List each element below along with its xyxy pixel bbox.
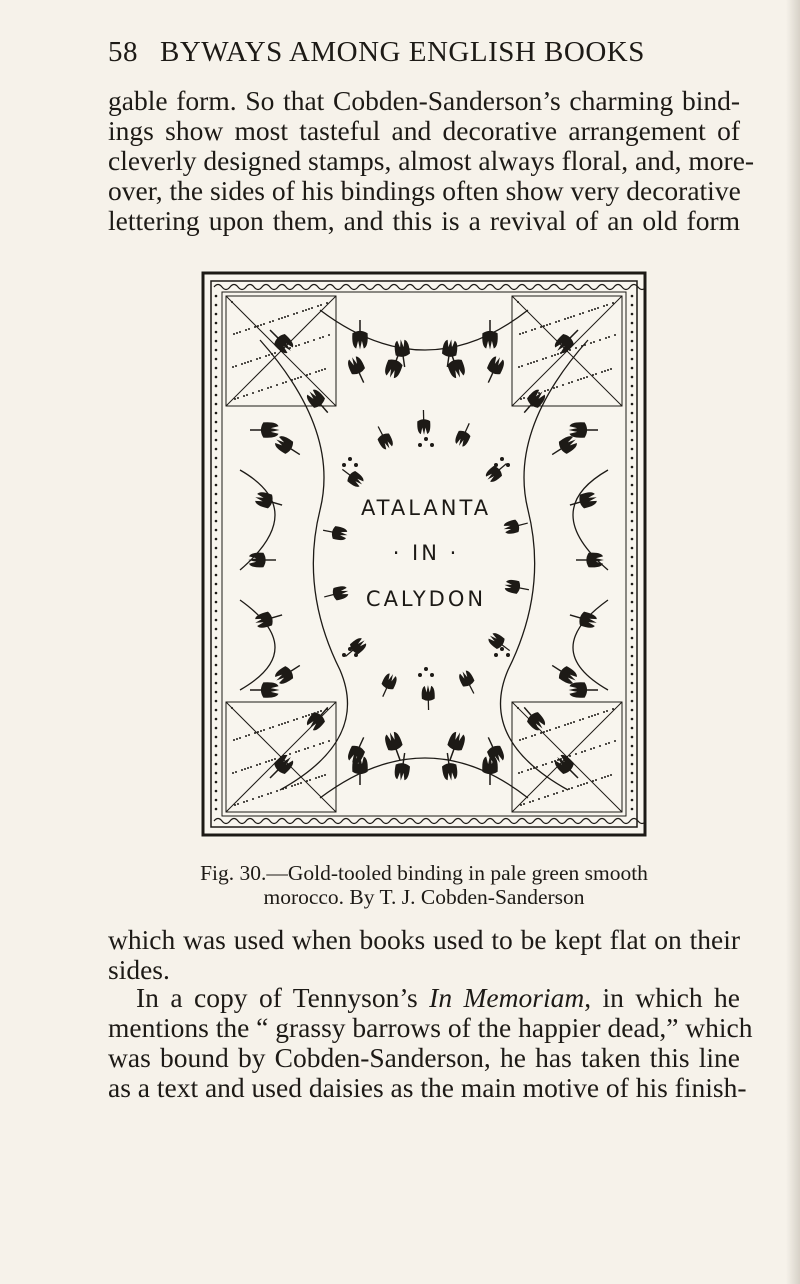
cover-title-line-3: CALYDON — [365, 587, 487, 611]
italic-title: In Memoriam — [429, 982, 585, 1013]
running-title: BYWAYS AMONG ENGLISH BOOKS — [160, 36, 645, 68]
text-line: was bound by Cobden-Sanderson, he has taken this line — [108, 1042, 740, 1073]
paragraph-1 — [108, 85, 755, 236]
text-line: ings show most tasteful and decorative arrangement of — [108, 115, 740, 146]
text-span: In a copy of Tennyson’s — [136, 982, 430, 1013]
text-line: over, the sides of his bindings often show very decorative — [108, 175, 741, 206]
cover-title-line-1: ATALANTA — [360, 496, 492, 520]
text-line: sides. — [108, 954, 170, 985]
figure-caption-line-2: morocco. By T. J. Cobden-Sanderson — [263, 885, 585, 909]
text-span: , in which he — [584, 982, 740, 1013]
figure-caption-line-1: Fig. 30.—Gold-tooled binding in pale green smooth — [200, 861, 648, 885]
binding-illustration — [200, 270, 648, 838]
text-line: mentions the “ grassy barrows of the happier dead,” which — [108, 1012, 753, 1043]
text-line: lettering upon them, and this is a revival of an old form — [108, 205, 740, 236]
page-number: 58 — [108, 36, 138, 68]
cover-title-line-2: · IN · — [392, 541, 460, 565]
binding-cover-svg — [200, 270, 648, 838]
text-line: which was used when books used to be kept flat on their — [108, 924, 740, 955]
text-line: as a text and used daisies as the main motive of his finish- — [108, 1072, 747, 1103]
text-line — [108, 983, 740, 1013]
text-line: gable form. So that Cobden-Sanderson’s charming bind- — [108, 85, 740, 116]
running-header — [108, 36, 668, 76]
paragraph-2 — [108, 925, 740, 985]
page-edge-shadow — [786, 0, 800, 1284]
text-line: cleverly designed stamps, almost always floral, and, more- — [108, 145, 755, 176]
paragraph-3 — [108, 982, 753, 1103]
